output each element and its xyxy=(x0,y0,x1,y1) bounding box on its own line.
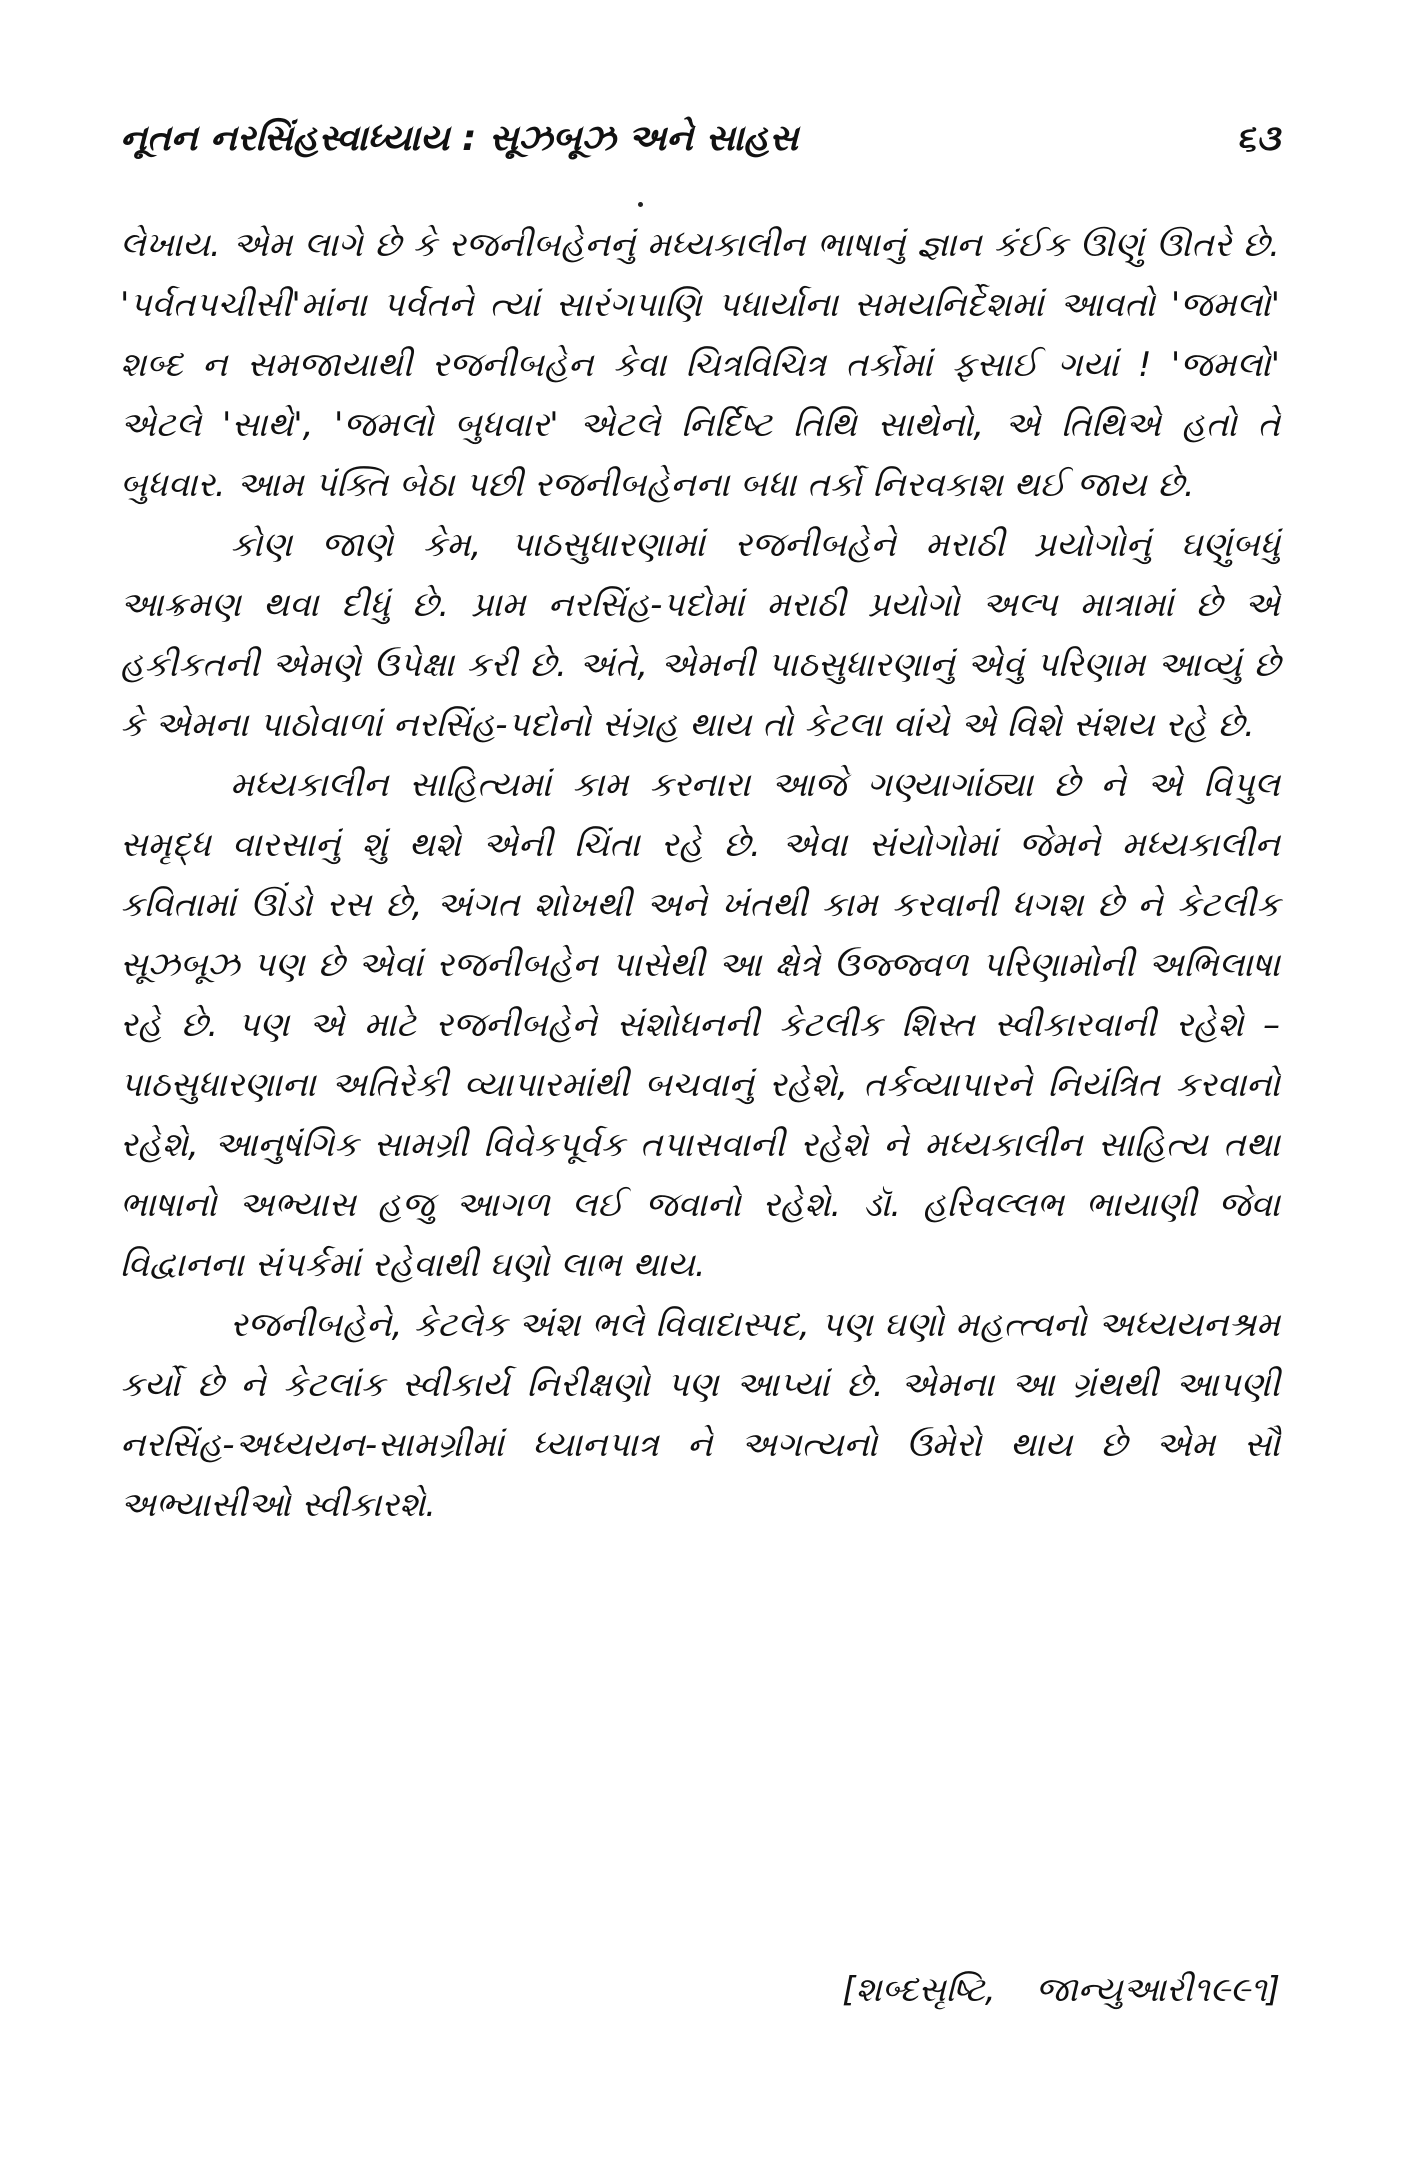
paragraph-continuation: લેખાય. એમ લાગે છે કે રજનીબહેનનું મધ્યકાલીન ભાષાનું જ્ઞાન કંઈક ઊણું ઊતરે છે. 'પર્વતપચીસી'માંના પર્વતને ત્યાં સારંગપાણિ પધાર્યાના સમયનિર્દેશમાં આવતો 'જમલો' શબ્દ ન સમજાયાથી રજનીબહેન કેવા ચિત્રવિચિત્ર તર્કોમાં ફસાઈ ગયાં ! 'જમલો' એટલે 'સાથે', 'જમલો બુધવાર' એટલે નિર્દિષ્ટ તિથિ સાથેનો, એ તિથિએ હતો તે બુધવાર. આમ પંક્તિ બેઠા પછી રજનીબહેનના બધા તર્કો નિરવકાશ થઈ જાય છે. xyxy=(120,225,1280,505)
source-citation xyxy=(120,1960,1280,2020)
citation-date: જાન્યુઆરી૧૯૯૧ xyxy=(1035,1970,1267,2010)
paragraph: કોણ જાણે કેમ, પાઠસુધારણામાં રજનીબહેને મરાઠી પ્રયોગોનું ઘણુંબધું આક્રમણ થવા દીધું છે. પ્રામ નરસિંહ-પદોમાં મરાઠી પ્રયોગો અલ્પ માત્રામાં છે એ હકીકતની એમણે ઉપેક્ષા કરી છે. અંતે, એમની પાઠસુધારણાનું એવું પરિણામ આવ્યું છે કે એમના પાઠોવાળાં નરસિંહ-પદોનો સંગ્રહ થાય તો કેટલા વાંચે એ વિશે સંશય રહે છે. xyxy=(120,525,1280,745)
running-head-title: નૂતન નરસિંહસ્વાધ્યાય : સૂઝબૂઝ અને સાહસ xyxy=(120,118,799,159)
ink-dot xyxy=(638,202,643,207)
citation-publication: શબ્દસૃષ્ટિ, xyxy=(855,1970,996,2010)
body-text xyxy=(120,215,1280,1535)
citation-close-bracket: ] xyxy=(1266,1970,1280,2010)
paragraph: મધ્યકાલીન સાહિત્યમાં કામ કરનારા આજે ગણ્યાગાંઠ્યા છે ને એ વિપુલ સમૃદ્ધ વારસાનું શું થશે એની ચિંતા રહે છે. એવા સંયોગોમાં જેમને મધ્યકાલીન કવિતામાં ઊંડો રસ છે, અંગત શોખથી અને ખંતથી કામ કરવાની ધગશ છે ને કેટલીક સૂઝબૂઝ પણ છે એવાં રજનીબહેન પાસેથી આ ક્ષેત્રે ઉજ્જ્વળ પરિણામોની અભિલાષા રહે છે. પણ એ માટે રજનીબહેને સંશોધનની કેટલીક શિસ્ત સ્વીકારવાની રહેશે – પાઠસુધારણાના અતિરેકી વ્યાપારમાંથી બચવાનું રહેશે, તર્કવ્યાપારને નિયંત્રિત કરવાનો રહેશે, આનુષંગિક સામગ્રી વિવેકપૂર્વક તપાસવાની રહેશે ને મધ્યકાલીન સાહિત્ય તથા ભાષાનો અભ્યાસ હજુ આગળ લઈ જવાનો રહેશે. ડૉ. હરિવલ્લભ ભાયાણી જેવા વિદ્વાનના સંપર્કમાં રહેવાથી ઘણો લાભ થાય. xyxy=(120,765,1280,1285)
paragraph: રજનીબહેને, કેટલેક અંશ ભલે વિવાદાસ્પદ, પણ ઘણો મહત્ત્વનો અધ્યયનશ્રમ કર્યો છે ને કેટલાંક સ્વીકાર્ય નિરીક્ષણો પણ આપ્યાં છે. એમના આ ગ્રંથથી આપણી નરસિંહ-અધ્યયન-સામગ્રીમાં ધ્યાનપાત્ર ને અગત્યનો ઉમેરો થાય છે એમ સૌ અભ્યાસીઓ સ્વીકારશે. xyxy=(120,1305,1280,1525)
page-number: ૬૩ xyxy=(1235,118,1280,159)
citation-open-bracket: [ xyxy=(842,1970,856,2010)
running-head xyxy=(120,118,1280,178)
